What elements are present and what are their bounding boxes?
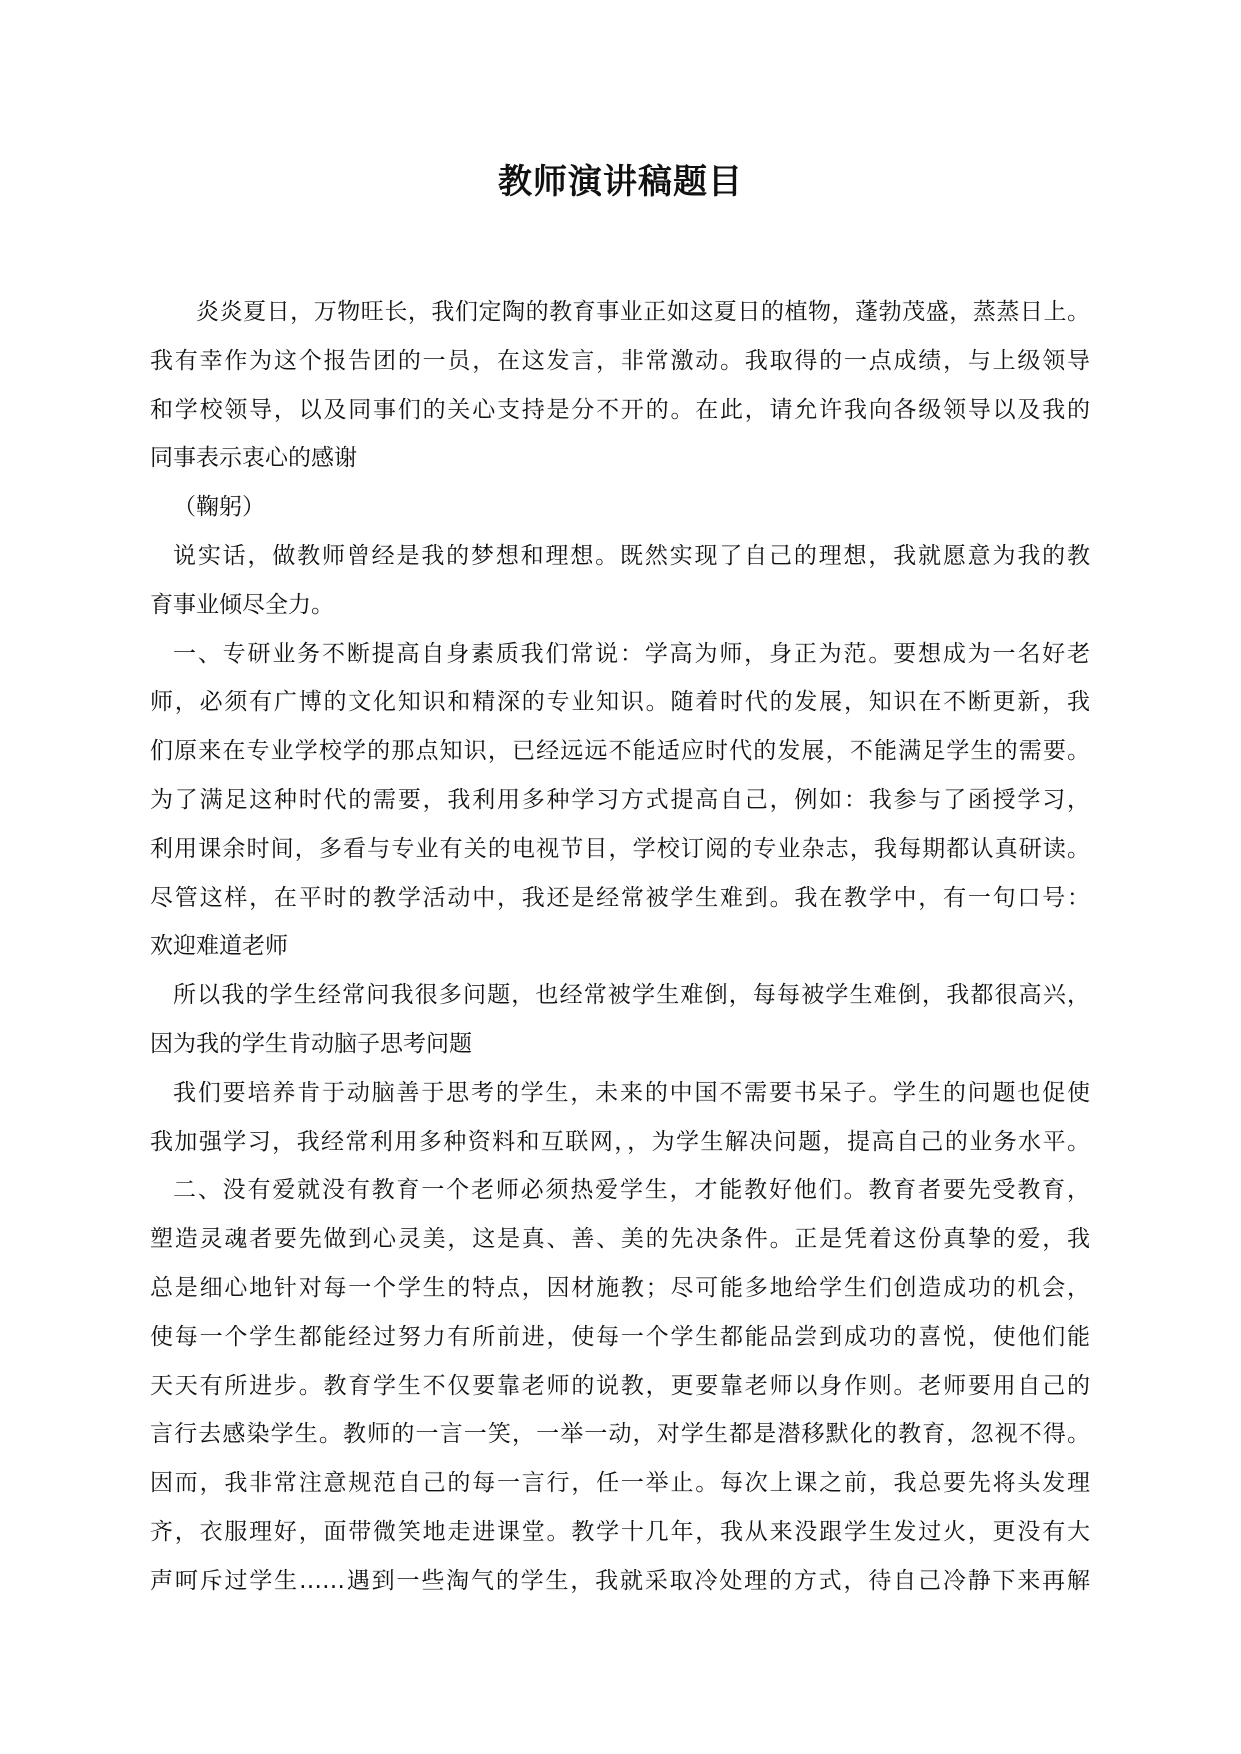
text-line: 塑造灵魂者要先做到心灵美，这是真、善、美的先决条件。正是凭着这份真挚的爱，我 — [150, 1226, 1090, 1253]
text-line: 尽管这样，在平时的教学活动中，我还是经常被学生难到。我在教学中，有一句口号： — [150, 884, 1090, 911]
text-line: 齐，衣服理好，面带微笑地走进课堂。教学十几年，我从来没跟学生发过火，更没有大 — [150, 1518, 1090, 1545]
text-line: 育事业倾尽全力。 — [150, 591, 334, 618]
text-line: 们原来在专业学校学的那点知识，已经远远不能适应时代的发展，不能满足学生的需要。 — [150, 738, 1090, 765]
text-line: 所以我的学生经常问我很多问题，也经常被学生难倒，每每被学生难倒，我都很高兴， — [173, 982, 1090, 1009]
text-line: （鞠躬） — [173, 494, 265, 521]
document-title: 教师演讲稿题目 — [498, 162, 743, 202]
text-line: 因为我的学生肯动脑子思考问题 — [150, 1030, 472, 1057]
text-line: 为了满足这种时代的需要，我利用多种学习方式提高自己，例如：我参与了函授学习， — [150, 786, 1090, 813]
text-line: 我加强学习，我经常利用多种资料和互联网，，为学生解决问题，提高自己的业务水平。 — [150, 1128, 1090, 1155]
text-line: 使每一个学生都能经过努力有所前进，使每一个学生都能品尝到成功的喜悦，使他们能 — [150, 1323, 1090, 1350]
text-line: 说实话，做教师曾经是我的梦想和理想。既然实现了自己的理想，我就愿意为我的教 — [173, 542, 1090, 569]
text-line: 声呵斥过学生……遇到一些淘气的学生，我就采取冷处理的方式，待自己冷静下来再解 — [150, 1567, 1090, 1594]
text-line: 我有幸作为这个报告团的一员，在这发言，非常激动。我取得的一点成绩，与上级领导 — [150, 347, 1090, 374]
text-line: 同事表示衷心的感谢 — [150, 445, 357, 472]
text-line: 欢迎难道老师 — [150, 933, 288, 960]
text-line: 师，必须有广博的文化知识和精深的专业知识。随着时代的发展，知识在不断更新，我 — [150, 689, 1090, 716]
text-line: 一、专研业务不断提高自身素质我们常说：学高为师，身正为范。要想成为一名好老 — [173, 640, 1090, 667]
text-line: 和学校领导，以及同事们的关心支持是分不开的。在此，请允许我向各级领导以及我的 — [150, 396, 1090, 423]
text-line: 炎炎夏日，万物旺长，我们定陶的教育事业正如这夏日的植物，蓬勃茂盛，蒸蒸日上。 — [196, 299, 1090, 325]
text-line: 天天有所进步。教育学生不仅要靠老师的说教，更要靠老师以身作则。老师要用自己的 — [150, 1372, 1090, 1399]
text-line: 我们要培养肯于动脑善于思考的学生，未来的中国不需要书呆子。学生的问题也促使 — [173, 1079, 1090, 1106]
text-line: 利用课余时间，多看与专业有关的电视节目，学校订阅的专业杂志，我每期都认真研读。 — [150, 835, 1090, 862]
text-line: 因而，我非常注意规范自己的每一言行，任一举止。每次上课之前，我总要先将头发理 — [150, 1470, 1090, 1497]
text-line: 二、没有爱就没有教育一个老师必须热爱学生，才能教好他们。教育者要先受教育， — [173, 1177, 1090, 1204]
text-line: 言行去感染学生。教师的一言一笑，一举一动，对学生都是潜移默化的教育，忽视不得。 — [150, 1421, 1090, 1448]
text-line: 总是细心地针对每一个学生的特点，因材施教；尽可能多地给学生们创造成功的机会， — [150, 1274, 1090, 1301]
document-body — [150, 288, 1090, 1606]
